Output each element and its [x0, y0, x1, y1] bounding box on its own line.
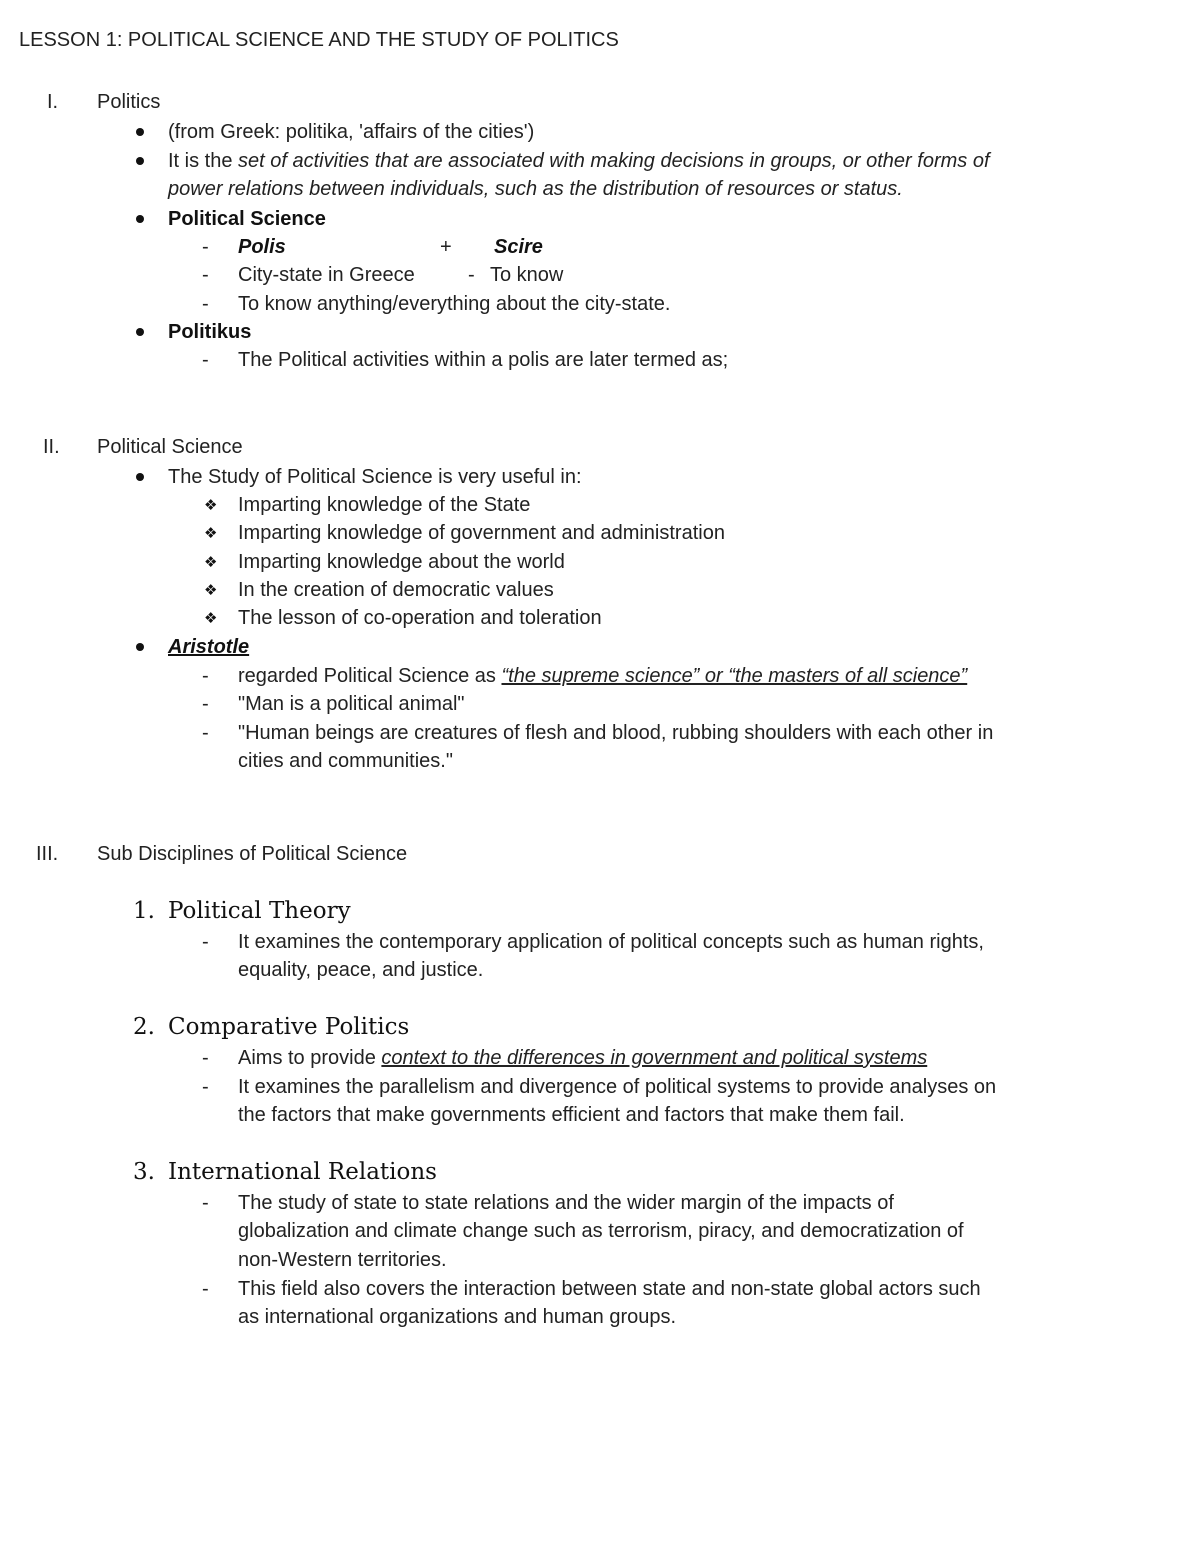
- comparative-politics-desc-line-2: the factors that make governments efficient and factors that make them fail.: [238, 1104, 905, 1126]
- usefulness-item: The lesson of co-operation and toleration: [238, 607, 602, 629]
- international-relations-desc-line-1: The study of state to state relations and the wider margin of the impacts of: [238, 1192, 894, 1214]
- usefulness-item: Imparting knowledge of the State: [238, 494, 531, 516]
- diamond-bullet-icon: ❖: [204, 581, 218, 599]
- politikus-description: The Political activities within a polis are later termed as;: [238, 349, 729, 371]
- politics-definition-line-2: power relations between individuals, such as the distribution of resources or status.: [168, 178, 903, 200]
- section-1-number: I.: [47, 91, 59, 113]
- scire-meaning: To know: [490, 264, 564, 286]
- political-science-meaning: To know anything/everything about the city-state.: [238, 293, 671, 315]
- international-relations-desc-line-5: as international organizations and human groups.: [238, 1306, 677, 1328]
- polis-meaning: City-state in Greece: [238, 264, 415, 286]
- subdiscipline-3-title: International Relations: [168, 1159, 437, 1185]
- international-relations-desc-line-2: globalization and climate change such as terrorism, piracy, and democratization of: [238, 1220, 964, 1242]
- diamond-bullet-icon: ❖: [204, 496, 218, 514]
- section-2-number: II.: [43, 436, 60, 458]
- aristotle-quote-3-line-2: cities and communities.": [238, 750, 453, 772]
- dash-marker: -: [202, 931, 209, 953]
- subdiscipline-1-title: Political Theory: [168, 898, 351, 924]
- bullet-icon: [136, 328, 144, 336]
- diamond-bullet-icon: ❖: [204, 524, 218, 542]
- section-1-heading: Politics: [97, 91, 161, 113]
- political-theory-desc-line-1: It examines the contemporary application of political concepts such as human rights,: [238, 931, 984, 953]
- international-relations-desc-line-4: This field also covers the interaction between state and non-state global actors such: [238, 1278, 981, 1300]
- subdiscipline-1-number: 1.: [133, 898, 155, 924]
- aristotle-quote-1: regarded Political Science as “the supreme science” or “the masters of all science”: [238, 665, 968, 687]
- comparative-politics-desc-line-1: It examines the parallelism and divergence of political systems to provide analyses on: [238, 1076, 997, 1098]
- bullet-icon: [136, 643, 144, 651]
- diamond-bullet-icon: ❖: [204, 553, 218, 571]
- bullet-icon: [136, 157, 144, 165]
- political-theory-desc-line-2: equality, peace, and justice.: [238, 959, 484, 981]
- section-3-heading: Sub Disciplines of Political Science: [97, 843, 408, 865]
- dash-marker: -: [202, 1192, 209, 1214]
- bullet-icon: [136, 473, 144, 481]
- scire-term: Scire: [494, 236, 543, 258]
- international-relations-desc-line-3: non-Western territories.: [238, 1249, 447, 1271]
- political-science-label: Political Science: [168, 208, 326, 230]
- usefulness-item: Imparting knowledge about the world: [238, 551, 565, 573]
- section-2-heading: Political Science: [97, 436, 243, 458]
- usefulness-intro: The Study of Political Science is very useful in:: [168, 466, 582, 488]
- dash-marker: -: [202, 349, 209, 371]
- subdiscipline-2-title: Comparative Politics: [168, 1014, 410, 1040]
- polis-term: Polis: [238, 236, 286, 258]
- plus-sign: +: [440, 236, 452, 258]
- dash-marker: -: [468, 264, 475, 286]
- dash-marker: -: [202, 264, 209, 286]
- aristotle-quote-3-line-1: "Human beings are creatures of flesh and blood, rubbing shoulders with each other in: [238, 722, 994, 744]
- usefulness-item: Imparting knowledge of government and administration: [238, 522, 725, 544]
- dash-marker: -: [202, 1076, 209, 1098]
- subdiscipline-2-number: 2.: [133, 1014, 155, 1040]
- dash-marker: -: [202, 236, 209, 258]
- page-title: LESSON 1: POLITICAL SCIENCE AND THE STUDY OF POLITICS: [19, 29, 619, 51]
- subdiscipline-3-number: 3.: [133, 1159, 155, 1185]
- dash-marker: -: [202, 1047, 209, 1069]
- bullet-icon: [136, 128, 144, 136]
- dash-marker: -: [202, 693, 209, 715]
- diamond-bullet-icon: ❖: [204, 609, 218, 627]
- section-3-number: III.: [36, 843, 59, 865]
- dash-marker: -: [202, 665, 209, 687]
- politikus-label: Politikus: [168, 321, 252, 343]
- aristotle-label: Aristotle: [168, 636, 250, 658]
- politics-definition-line-1: It is the set of activities that are associated with making decisions in groups, or other forms of: [168, 150, 990, 172]
- usefulness-item: In the creation of democratic values: [238, 579, 554, 601]
- bullet-icon: [136, 215, 144, 223]
- comparative-politics-aim: Aims to provide context to the differences in government and political systems: [238, 1047, 928, 1069]
- aristotle-quote-2: "Man is a political animal": [238, 693, 465, 715]
- politics-etymology: (from Greek: politika, 'affairs of the cities'): [168, 121, 535, 143]
- dash-marker: -: [202, 1278, 209, 1300]
- dash-marker: -: [202, 722, 209, 744]
- dash-marker: -: [202, 293, 209, 315]
